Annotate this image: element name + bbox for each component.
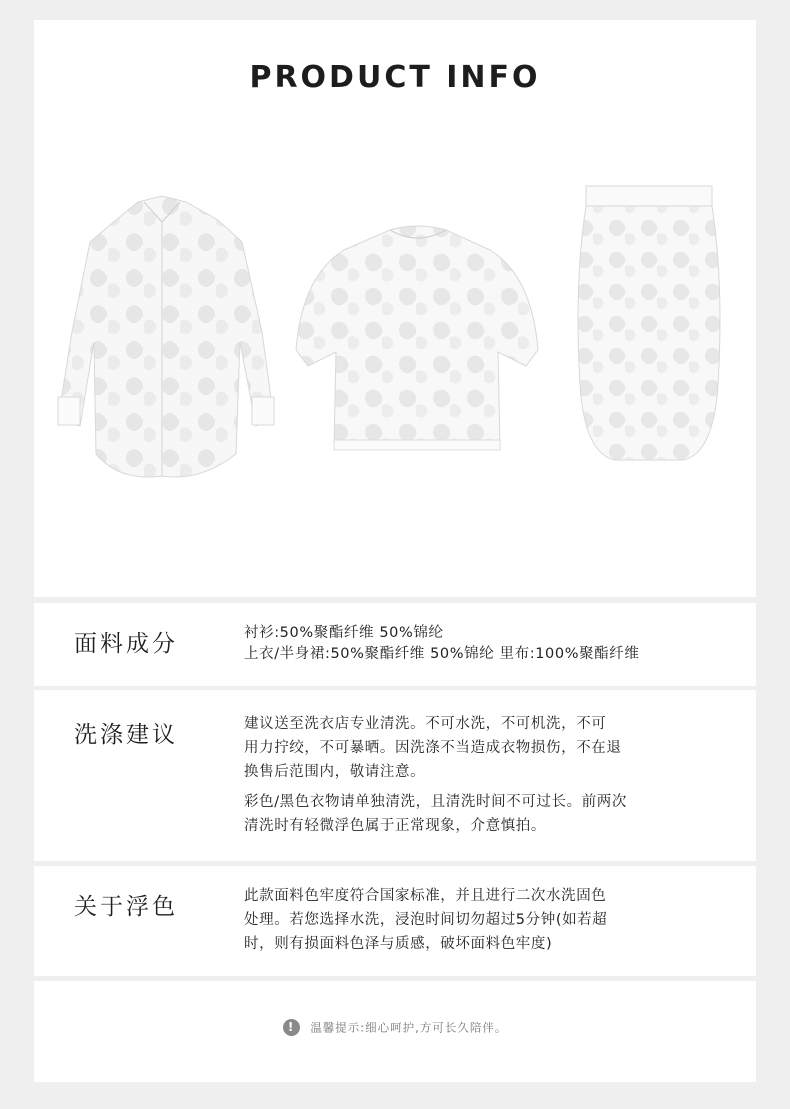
washing-line: 用力拧绞，不可暴晒。因洗涤不当造成衣物损伤，不在退 [244,740,622,756]
washing-label: 洗涤建议 [74,722,178,748]
fading-line: 此款面料色牢度符合国家标准，并且进行二次水洗固色 [244,888,607,904]
skirt-image [574,184,724,464]
warning-icon: ! [283,1019,300,1036]
fading-content [244,884,744,956]
fabric-line: 衬衫:50%聚酯纤维 50%锦纶 [244,625,444,641]
washing-line: 建议送至洗衣店专业清洗。不可水洗，不可机洗，不可 [244,716,607,732]
fading-line: 时，则有损面料色泽与质感，破坏面料色牢度) [244,936,553,952]
footer-tip-text: 温馨提示:细心呵护,方可长久陪伴。 [310,1020,508,1035]
page-title: PRODUCT INFO [249,60,541,95]
fabric-content [244,623,749,665]
fading-section [34,866,756,976]
fabric-line: 上衣/半身裙:50%聚酯纤维 50%锦纶 里布:100%聚酯纤维 [244,646,640,662]
fabric-label: 面料成分 [74,631,178,657]
shirt-image [50,192,280,492]
washing-content [244,712,744,838]
footer-tip-card [34,981,756,1082]
top-image [294,216,542,456]
washing-line: 换售后范围内，敬请注意。 [244,764,426,780]
fading-label: 关于浮色 [74,894,178,920]
washing-section [34,690,756,861]
washing-line: 彩色/黑色衣物请单独清洗，且清洗时间不可过长。前两次 [244,794,627,810]
product-images-card [34,20,756,597]
footer-tip [34,1019,756,1036]
fading-line: 处理。若您选择水洗，浸泡时间切勿超过5分钟(如若超 [244,912,608,928]
fabric-section [34,603,756,686]
washing-line: 清洗时有轻微浮色属于正常现象，介意慎拍。 [244,818,546,834]
